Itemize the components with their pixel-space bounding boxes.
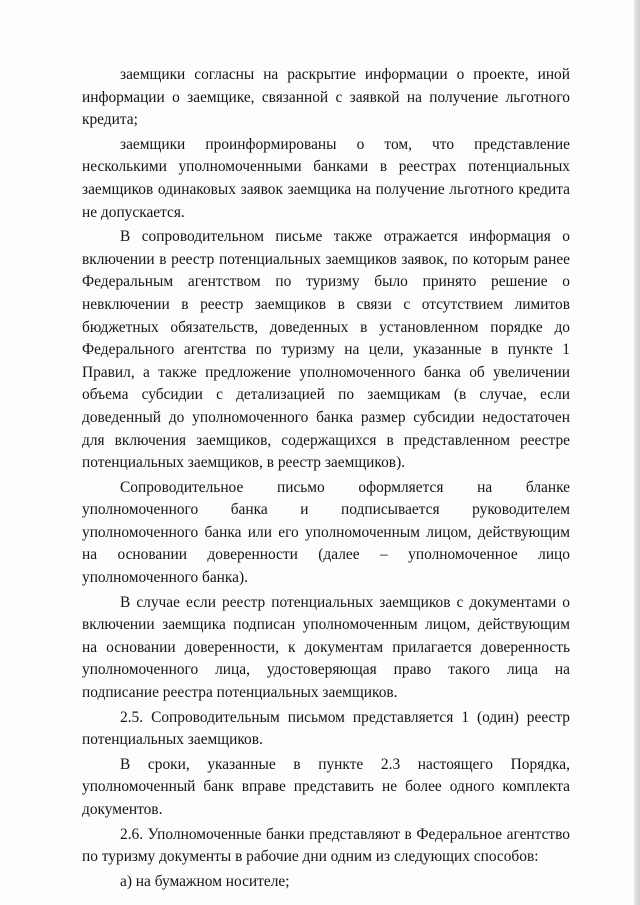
document-body: [82, 64, 570, 895]
paragraph-deadlines: В сроки, указанные в пункте 2.3 настоящего Порядка, уполномоченный банк вправе представить не более одного комплекта документов.: [82, 755, 570, 818]
paragraph-informed: заемщики проинформированы о том, что представление несколькими уполномоченными банками в реестрах потенциальных заемщиков одинаковых заявок заемщика на получение льготного кредита не допускается.: [82, 135, 570, 221]
paragraph-power-of-attorney: В случае если реестр потенциальных заемщиков с документами о включении заемщика подписан уполномоченным лицом, действующим на основании доверенности, к документам прилагается доверенность уполномоченного лица, удостоверяющая право такого лица на подписание реестра потенциальных заемщиков.: [82, 593, 570, 702]
paragraph-cover-letter-form: Сопроводительное письмо оформляется на бланке уполномоченного банка и подписывается руководителем уполномоченного банка или его уполномоченным лицом, действующим на основании доверенности (далее – уполномоченное лицо уполномоченного банка).: [82, 478, 570, 587]
paragraph-2-6: 2.6. Уполномоченные банки представляют в Федеральное агентство по туризму документы в рабочие дни одним из следующих способов:: [82, 825, 570, 866]
scan-edge: [634, 0, 640, 905]
paragraph-cover-letter-info: В сопроводительном письме также отражается информация о включении в реестр потенциальных заемщиков заявок, по которым ранее Федеральным агентством по туризму было принято решение о невключении в реестр заемщиков в связи с отсутствием лимитов бюджетных обязательств, доведенных в установленном порядке до Федерального агентства по туризму на цели, указанные в пункте 1 Правил, а также предложение уполномоченного банка об увеличении объема субсидии с детализацией по заемщикам (в случае, если доведенный до уполномоченного банка размер субсидии недостаточен для включения заемщиков, содержащихся в представленном реестре потенциальных заемщиков, в реестр заемщиков).: [82, 228, 570, 472]
paragraph-consent: заемщики согласны на раскрытие информации о проекте, иной информации о заемщике, связанной с заявкой на получение льготного кредита;: [82, 66, 570, 129]
paragraph-paper-medium: а) на бумажном носителе;: [120, 872, 290, 890]
paragraph-2-5: 2.5. Сопроводительным письмом представляется 1 (один) реестр потенциальных заемщиков.: [82, 708, 570, 749]
